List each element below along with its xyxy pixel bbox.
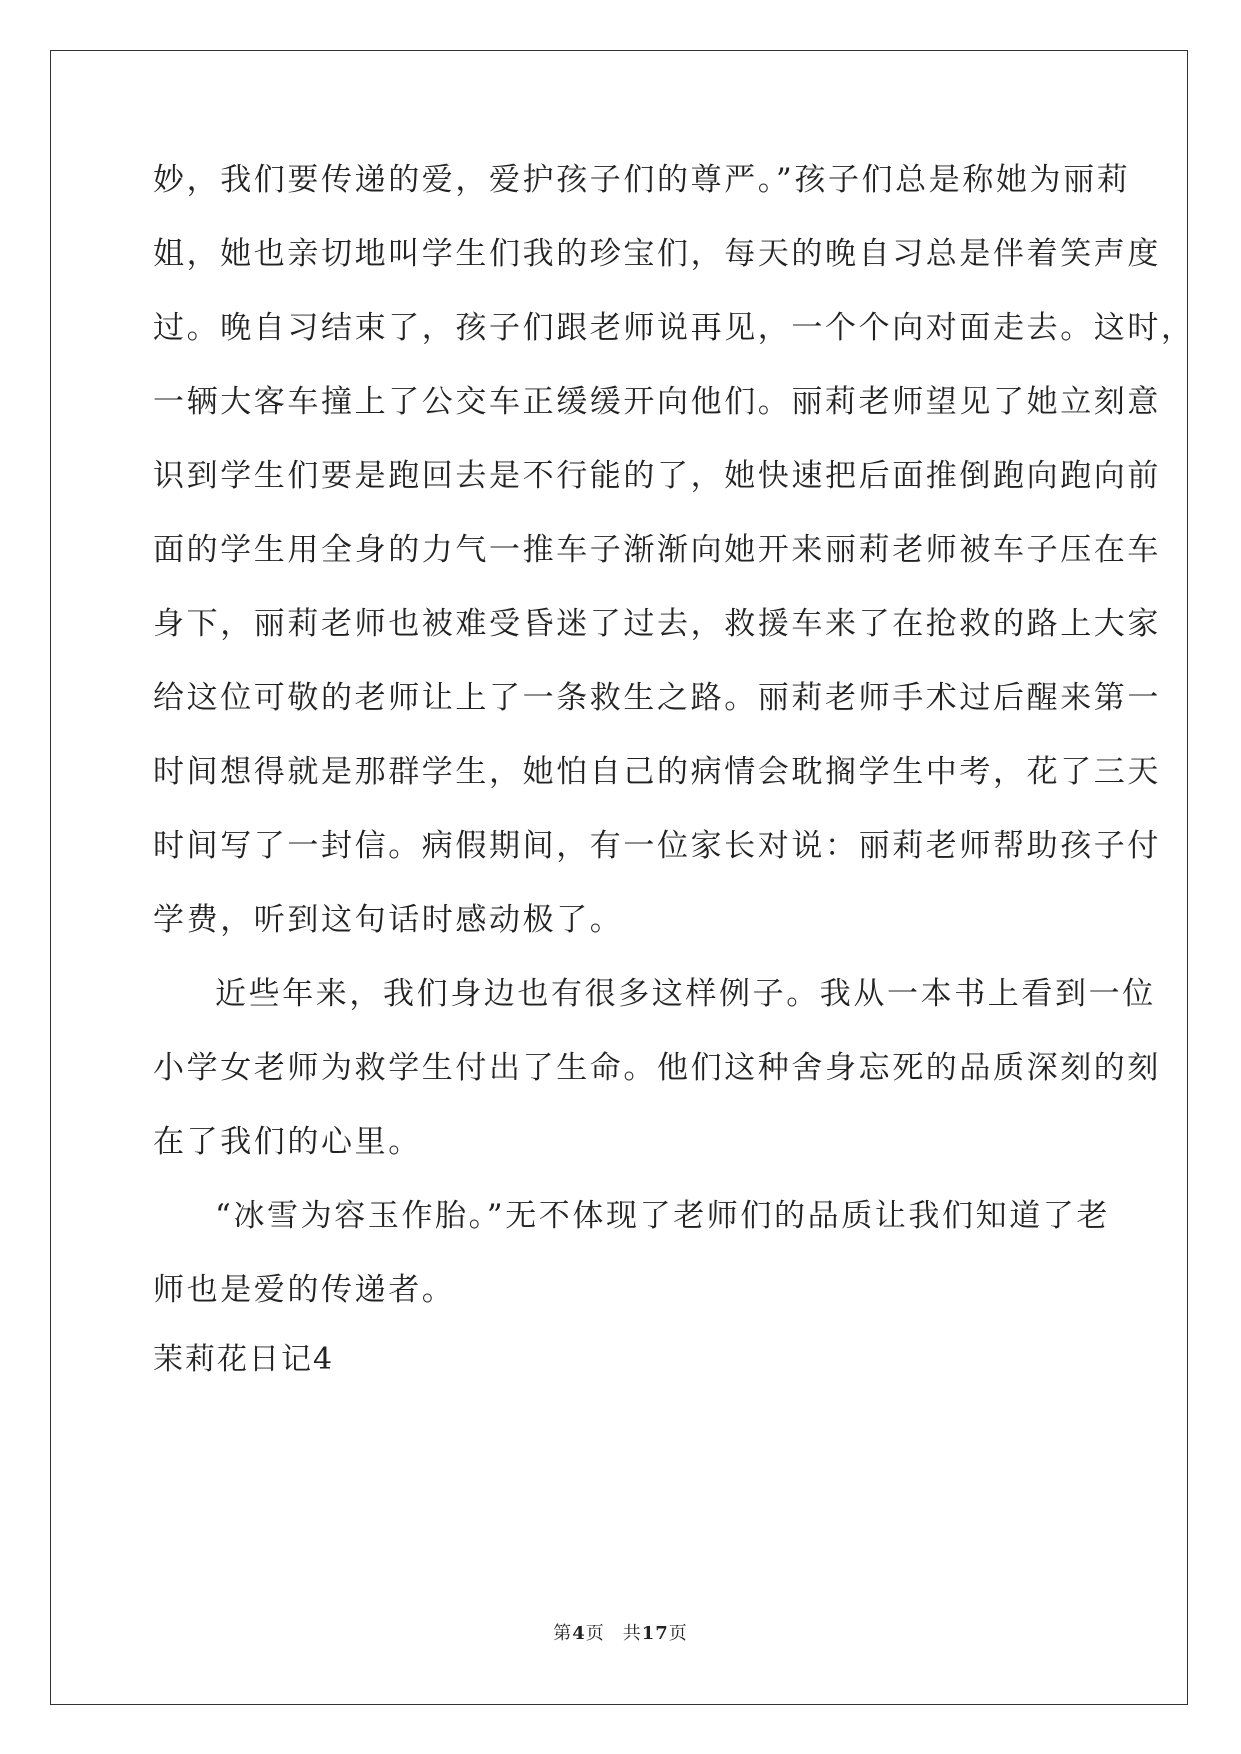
body-line-4: 一辆大客车撞上了公交车正缓缓开向他们。丽莉老师望见了她立刻意 — [153, 384, 1161, 420]
body-line-1: 妙，我们要传递的爱，爱护孩子们的尊严。”孩子们总是称她为丽莉 — [153, 162, 1131, 198]
page-suffix: 页 — [585, 1623, 605, 1644]
total-suffix: 页 — [668, 1623, 688, 1644]
body-line-2: 姐，她也亲切地叫学生们我的珍宝们，每天的晚自习总是伴着笑声度 — [153, 236, 1161, 272]
body-line-6: 面的学生用全身的力气一推车子渐渐向她开来丽莉老师被车子压在车 — [153, 532, 1161, 568]
paragraph-2-line-2: 小学女老师为救学生付出了生命。他们这种舍身忘死的品质深刻的刻 — [153, 1050, 1161, 1086]
page-footer — [0, 1622, 1241, 1646]
paragraph-2-line-3: 在了我们的心里。 — [153, 1124, 422, 1160]
total-prefix: 共 — [622, 1623, 642, 1644]
body-line-3: 过。晚自习结束了，孩子们跟老师说再见，一个个向对面走去。这时， — [153, 310, 1195, 346]
body-line-5: 识到学生们要是跑回去是不行能的了，她快速把后面推倒跑向跑向前 — [153, 458, 1161, 494]
page-number: 4 — [572, 1623, 586, 1644]
paragraph-3-line-1: “冰雪为容玉作胎。”无不体现了老师们的品质让我们知道了老 — [215, 1198, 1110, 1234]
body-line-11: 学费，听到这句话时感动极了。 — [153, 902, 624, 938]
paragraph-3-line-2: 师也是爱的传递者。 — [153, 1272, 456, 1308]
page-border — [50, 50, 1188, 1705]
paragraph-2-line-1: 近些年来，我们身边也有很多这样例子。我从一本书上看到一位 — [215, 976, 1156, 1012]
page-prefix: 第 — [553, 1623, 573, 1644]
body-line-8: 给这位可敬的老师让上了一条救生之路。丽莉老师手术过后醒来第一 — [153, 680, 1161, 716]
section-heading: 茉莉花日记4 — [153, 1342, 335, 1377]
body-line-9: 时间想得就是那群学生，她怕自己的病情会耽搁学生中考，花了三天 — [153, 754, 1161, 790]
body-line-7: 身下，丽莉老师也被难受昏迷了过去，救援车来了在抢救的路上大家 — [153, 606, 1161, 642]
total-pages: 17 — [641, 1623, 669, 1644]
body-line-10: 时间写了一封信。病假期间，有一位家长对说：丽莉老师帮助孩子付 — [153, 828, 1161, 864]
